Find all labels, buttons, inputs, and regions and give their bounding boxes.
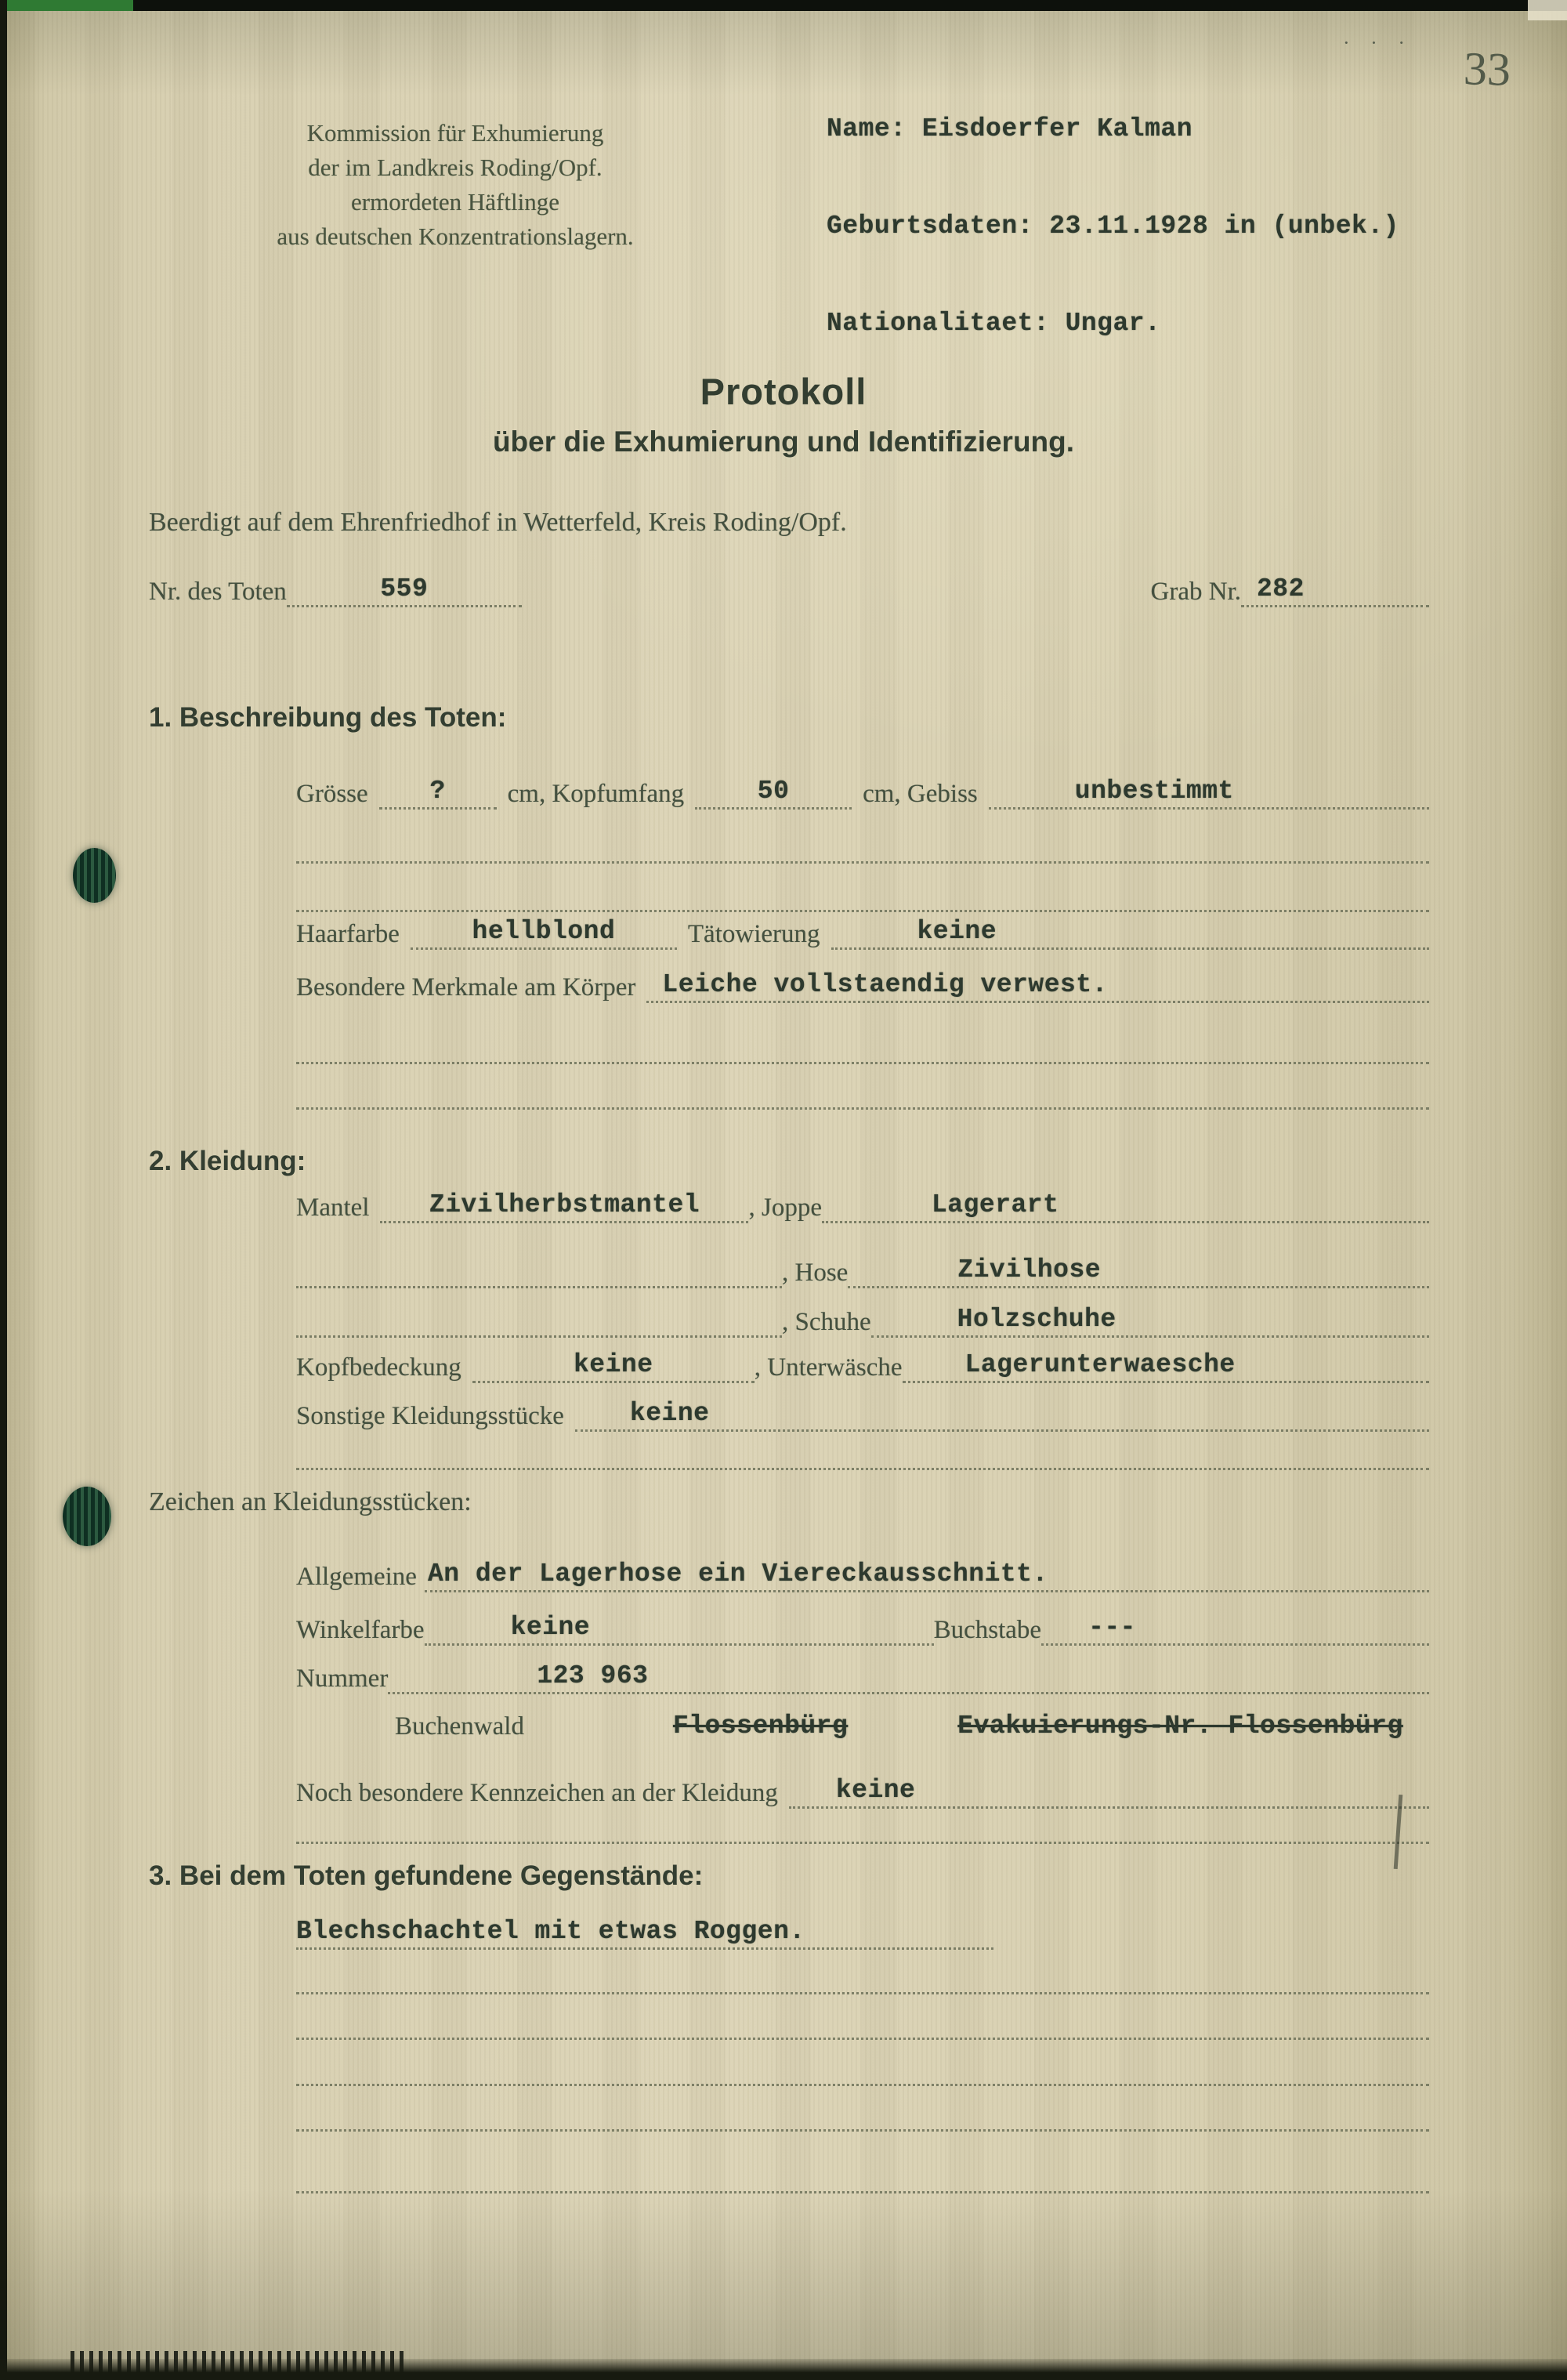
dotted-rule (296, 2129, 1429, 2132)
dotted-rule (296, 910, 1429, 912)
dotted-rule (296, 1468, 1429, 1470)
merkmale-row (296, 969, 1429, 1003)
kopfumfang-field: 50 (695, 776, 852, 810)
scan-edge-bottom (0, 2359, 1567, 2380)
letterhead-line: Kommission für Exhumierung (306, 119, 604, 147)
allgemeine-field: An der Lagerhose ein Viereckausschnitt. (425, 1559, 1429, 1592)
joppe-label: , Joppe (748, 1194, 822, 1222)
mantel-label: Mantel (296, 1194, 370, 1222)
kennzeichen-row (296, 1775, 1429, 1809)
person-birth-line (827, 212, 1399, 241)
merkmale-label: Besondere Merkmale am Körper (296, 973, 636, 1002)
name-label: Name: (827, 114, 907, 143)
winkelfarbe-field: keine (425, 1612, 934, 1646)
letterhead-line: aus deutschen Konzentrationslagern. (277, 223, 634, 250)
schuhe-field: Holzschuhe (871, 1304, 1429, 1338)
kopfbedeckung-row (296, 1349, 1429, 1383)
camp-flossenbuerg-struck: Flossenbürg (672, 1712, 849, 1741)
name-value: Eisdoerfer Kalman (921, 114, 1192, 143)
winkelfarbe-label: Winkelfarbe (296, 1616, 425, 1644)
hose-row (296, 1255, 1429, 1288)
joppe-field: Lagerart (822, 1190, 1429, 1223)
nationality-label: Nationalitaet: (827, 309, 1050, 338)
toten-label: Nr. des Toten (149, 578, 287, 606)
dotted-rule (296, 2038, 1429, 2040)
sonstige-field: keine (575, 1398, 1429, 1432)
gegenstaende-field: Blechschachtel mit etwas Roggen. (296, 1916, 993, 1950)
dotted-rule (296, 2191, 1429, 2193)
sonstige-label: Sonstige Kleidungsstücke (296, 1402, 564, 1430)
camp-evakuierung-struck: Evakuierungs-Nr. Flossenbürg (957, 1712, 1403, 1741)
section1-heading: 1. Beschreibung des Toten: (149, 702, 507, 733)
dotted-rule (296, 1842, 1429, 1844)
birth-value: 23.11.1928 in (unbek.) (1049, 212, 1399, 241)
page-title: Protokoll (700, 371, 867, 412)
hose-label: , Hose (782, 1259, 849, 1287)
mantel-row (296, 1190, 1429, 1223)
scan-edge-top (0, 0, 1567, 11)
gebiss-field: unbestimmt (989, 776, 1429, 810)
camps-row (296, 1711, 1429, 1742)
letterhead-line: der im Landkreis Roding/Opf. (308, 154, 603, 181)
burial-line: Beerdigt auf dem Ehrenfriedhof in Wetterfeld, Kreis Roding/Opf. (149, 508, 847, 537)
sonstige-row (296, 1398, 1429, 1432)
empty-leader (296, 1335, 782, 1338)
dotted-rule (296, 861, 1429, 864)
title-block (0, 370, 1567, 458)
letterhead-line: ermordeten Häftlinge (351, 188, 559, 216)
person-nationality-line (827, 309, 1399, 338)
dotted-rule (296, 1062, 1429, 1064)
hole-punch-mark (63, 1487, 111, 1546)
kopfumfang-label: cm, Kopfumfang (507, 780, 685, 808)
taetowierung-label: Tätowierung (687, 920, 820, 948)
haarfarbe-label: Haarfarbe (296, 920, 400, 948)
numbers-row (149, 574, 1429, 607)
nationality-value: Ungar. (1065, 309, 1161, 338)
scan-edge-top-green (0, 0, 133, 11)
grab-label: Grab Nr. (1150, 578, 1241, 606)
kennzeichen-label: Noch besondere Kennzeichen an der Kleidung (296, 1779, 778, 1807)
kopfbedeckung-label: Kopfbedeckung (296, 1353, 461, 1382)
buchstabe-field: --- (1041, 1612, 1429, 1646)
scan-edge-left (0, 0, 7, 2380)
scan-corner-light (1528, 0, 1567, 20)
letterhead (146, 116, 765, 254)
kennzeichen-field: keine (789, 1775, 1429, 1809)
toten-number-field: 559 (287, 574, 522, 607)
mantel-field: Zivilherbstmantel (380, 1190, 748, 1223)
dotted-rule (296, 1107, 1429, 1110)
dotted-rule (296, 1992, 1429, 1994)
unterwaesche-label: , Unterwäsche (754, 1353, 903, 1382)
section2-heading: 2. Kleidung: (149, 1146, 306, 1176)
taetowierung-field: keine (831, 916, 1430, 950)
birth-label: Geburtsdaten: (827, 212, 1033, 241)
gegenstaende-row (296, 1916, 1429, 1950)
person-header (827, 56, 1399, 406)
schuhe-label: , Schuhe (782, 1308, 871, 1336)
grab-number-field: 282 (1241, 574, 1429, 607)
nummer-row (296, 1661, 1429, 1694)
allgemeine-row (296, 1559, 1429, 1592)
section3-heading: 3. Bei dem Toten gefundene Gegenstände: (149, 1860, 704, 1891)
nummer-label: Nummer (296, 1665, 389, 1693)
nummer-field: 123 963 (388, 1661, 1429, 1694)
haarfarbe-row (296, 916, 1429, 950)
haarfarbe-field: hellblond (411, 916, 677, 950)
groesse-label: Grösse (296, 780, 368, 808)
zeichen-heading: Zeichen an Kleidungsstücken: (149, 1487, 472, 1516)
corner-dots: · · · (1343, 31, 1413, 54)
person-name-line (827, 114, 1399, 143)
buchstabe-label: Buchstabe (933, 1616, 1042, 1644)
kopfbedeckung-field: keine (472, 1349, 755, 1383)
merkmale-field: Leiche vollstaendig verwest. (646, 969, 1429, 1003)
winkelfarbe-row (296, 1612, 1429, 1646)
allgemeine-label: Allgemeine (296, 1563, 417, 1591)
empty-leader (296, 1286, 782, 1288)
groesse-row (296, 776, 1429, 810)
schuhe-row (296, 1304, 1429, 1338)
groesse-field: ? (379, 776, 497, 810)
camp-buchenwald-label: Buchenwald (395, 1712, 524, 1741)
gebiss-label: cm, Gebiss (863, 780, 978, 808)
dotted-rule (296, 2084, 1429, 2086)
page-number: 33 (1463, 42, 1511, 96)
unterwaesche-field: Lagerunterwaesche (903, 1349, 1429, 1383)
hose-field: Zivilhose (848, 1255, 1429, 1288)
hole-punch-mark (73, 848, 116, 903)
page-subtitle: über die Exhumierung und Identifizierung. (492, 426, 1075, 458)
